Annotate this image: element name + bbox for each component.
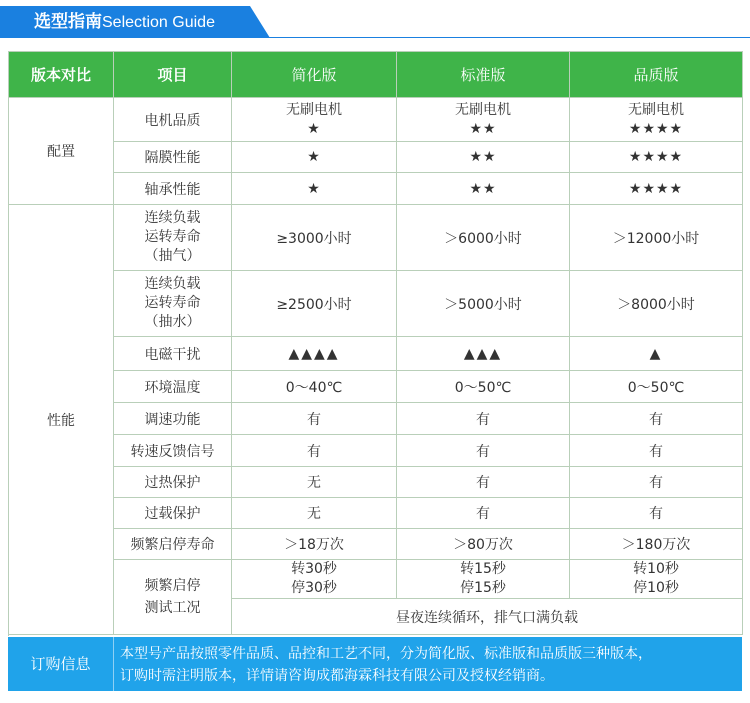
section-banner bbox=[0, 0, 750, 44]
section-title-cn: 选型指南 bbox=[34, 12, 102, 32]
header-standard: 标准版 bbox=[397, 52, 570, 98]
cell-simple: ★ bbox=[232, 173, 397, 205]
cell-standard: ＞6000小时 bbox=[397, 205, 570, 271]
row-label: 过载保护 bbox=[114, 498, 232, 529]
row-label: 连续负载 运转寿命 （抽气） bbox=[114, 205, 232, 271]
star-rating: ★★★★ bbox=[628, 120, 684, 137]
cell-standard: 转15秒 停15秒 bbox=[397, 560, 570, 599]
table-row bbox=[9, 271, 743, 337]
cell-simple: ≥2500小时 bbox=[232, 271, 397, 337]
cell-premium: 有 bbox=[570, 498, 743, 529]
header-simple: 简化版 bbox=[232, 52, 397, 98]
cell-standard: 0～50℃ bbox=[397, 371, 570, 403]
table-header-row bbox=[9, 52, 743, 98]
star-rating: ★★ bbox=[469, 120, 497, 137]
header-premium: 品质版 bbox=[570, 52, 743, 98]
cell-standard: ＞5000小时 bbox=[397, 271, 570, 337]
order-info-line: 本型号产品按照零件品质、品控和工艺不同，分为简化版、标准版和品质版三种版本， bbox=[120, 646, 652, 662]
table-row bbox=[9, 403, 743, 435]
row-label: 环境温度 bbox=[114, 371, 232, 403]
table-row bbox=[9, 435, 743, 467]
order-info-panel bbox=[8, 637, 742, 691]
cell-standard: 有 bbox=[397, 435, 570, 467]
cell-simple: 转30秒 停30秒 bbox=[232, 560, 397, 599]
selection-table bbox=[8, 51, 743, 635]
cell-premium: 转10秒 停10秒 bbox=[570, 560, 743, 599]
row-label: 连续负载 运转寿命 （抽水） bbox=[114, 271, 232, 337]
section-title-en: Selection Guide bbox=[102, 14, 215, 31]
row-label: 过热保护 bbox=[114, 467, 232, 498]
cell-text: 无刷电机 bbox=[628, 101, 684, 118]
cell-text: 无刷电机 bbox=[455, 101, 511, 118]
table-row bbox=[9, 529, 743, 560]
cell-simple: 0～40℃ bbox=[232, 371, 397, 403]
table-row bbox=[9, 337, 743, 371]
cell-premium: 有 bbox=[570, 435, 743, 467]
cell-premium: ＞180万次 bbox=[570, 529, 743, 560]
cell-standard: 有 bbox=[397, 498, 570, 529]
cell-premium bbox=[570, 98, 743, 142]
table-row bbox=[9, 498, 743, 529]
cell-simple: ≥3000小时 bbox=[232, 205, 397, 271]
cell-premium: 有 bbox=[570, 467, 743, 498]
row-label: 轴承性能 bbox=[114, 173, 232, 205]
table-row bbox=[9, 142, 743, 173]
order-info-text bbox=[120, 643, 732, 687]
cell-standard bbox=[397, 98, 570, 142]
star-rating: ★ bbox=[307, 120, 321, 137]
cell-standard: 有 bbox=[397, 403, 570, 435]
order-info-label: 订购信息 bbox=[8, 637, 114, 691]
table-row bbox=[9, 371, 743, 403]
cell-simple: ★ bbox=[232, 142, 397, 173]
cell-simple: 有 bbox=[232, 403, 397, 435]
cell-standard: 有 bbox=[397, 467, 570, 498]
cell-premium: 有 bbox=[570, 403, 743, 435]
header-item: 项目 bbox=[114, 52, 232, 98]
cell-premium: ＞8000小时 bbox=[570, 271, 743, 337]
cell-standard: ★★ bbox=[397, 142, 570, 173]
cell-simple: ▲▲▲▲ bbox=[232, 337, 397, 371]
cell-premium: ★★★★ bbox=[570, 142, 743, 173]
table-row bbox=[9, 173, 743, 205]
cell-simple: ＞18万次 bbox=[232, 529, 397, 560]
cell-standard: ★★ bbox=[397, 173, 570, 205]
group-config: 配置 bbox=[9, 98, 114, 205]
test-condition-note: 昼夜连续循环，排气口满负载 bbox=[232, 599, 743, 635]
cell-premium: ＞12000小时 bbox=[570, 205, 743, 271]
cell-text: 无刷电机 bbox=[286, 101, 342, 118]
row-label: 转速反馈信号 bbox=[114, 435, 232, 467]
row-label: 频繁启停 测试工况 bbox=[114, 560, 232, 635]
row-label: 隔膜性能 bbox=[114, 142, 232, 173]
order-info-line: 订购时需注明版本，详情请咨询成都海霖科技有限公司及授权经销商。 bbox=[120, 668, 554, 684]
cell-simple: 有 bbox=[232, 435, 397, 467]
table-row bbox=[9, 98, 743, 142]
section-title bbox=[34, 9, 215, 36]
cell-simple: 无 bbox=[232, 467, 397, 498]
cell-simple bbox=[232, 98, 397, 142]
table-row bbox=[9, 467, 743, 498]
row-label: 调速功能 bbox=[114, 403, 232, 435]
banner-underline bbox=[255, 37, 750, 38]
table-row bbox=[9, 205, 743, 271]
cell-standard: ＞80万次 bbox=[397, 529, 570, 560]
row-label: 电机品质 bbox=[114, 98, 232, 142]
cell-simple: 无 bbox=[232, 498, 397, 529]
group-performance: 性能 bbox=[9, 205, 114, 635]
cell-premium: ★★★★ bbox=[570, 173, 743, 205]
row-label: 频繁启停寿命 bbox=[114, 529, 232, 560]
cell-standard: ▲▲▲ bbox=[397, 337, 570, 371]
table-row bbox=[9, 560, 743, 599]
header-version: 版本对比 bbox=[9, 52, 114, 98]
cell-premium: 0～50℃ bbox=[570, 371, 743, 403]
row-label: 电磁干扰 bbox=[114, 337, 232, 371]
cell-premium: ▲ bbox=[570, 337, 743, 371]
